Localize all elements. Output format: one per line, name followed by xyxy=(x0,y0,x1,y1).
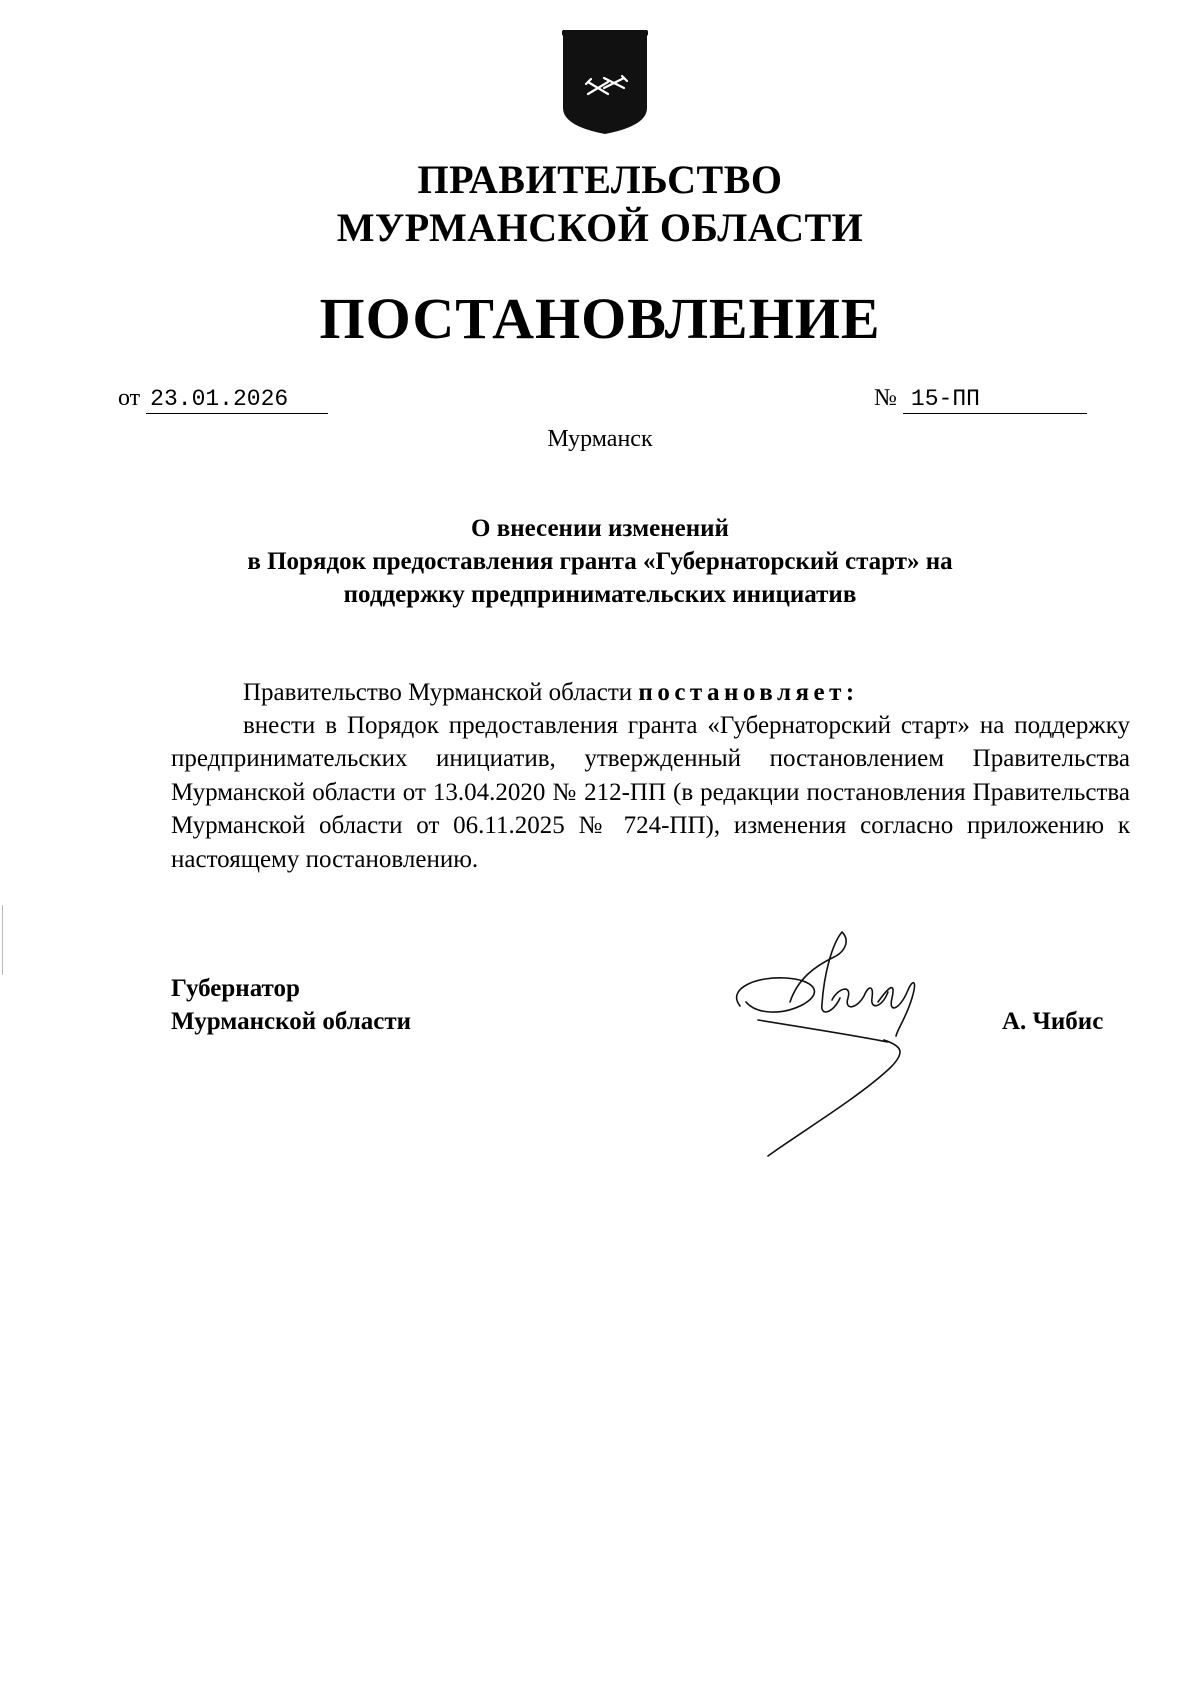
number-value: 15-ПП xyxy=(903,385,1087,414)
document-number xyxy=(874,384,1087,414)
signatory-role xyxy=(171,972,411,1038)
coat-of-arms-icon xyxy=(562,30,648,136)
document-title-line3: поддержку предпринимательских инициатив xyxy=(343,581,857,608)
issuer-name-line1: ПРАВИТЕЛЬСТВО xyxy=(417,157,783,202)
document-city: Мурманск xyxy=(547,426,653,452)
document-title-line1: О внесении изменений xyxy=(471,515,729,542)
preamble-text: Правительство Мурманской области xyxy=(243,679,633,706)
signatory-name: А. Чибис xyxy=(1002,1008,1104,1035)
preamble-emphasis: постановляет: xyxy=(638,679,859,706)
scan-margin-mark xyxy=(2,905,3,975)
document-title-line2: в Порядок предоставления гранта «Губернаторский старт» на xyxy=(247,548,953,575)
number-prefix: № xyxy=(874,385,897,411)
date-prefix: от xyxy=(118,385,141,411)
resolution-body: внести в Порядок предоставления гранта «Губернаторский старт» на поддержку предпринимательских инициатив, утвержденный постановлением Правительства Мурманской области от 13.04.2020 № 212-ПП (в редакции постановления Правительства Мурманской области от 06.11.2025 № 724-ПП), изменения согласно приложению к настоящему постановлению. xyxy=(171,712,1130,873)
signatory-role-line1: Губернатор xyxy=(171,975,300,1002)
document-type: ПОСТАНОВЛЕНИЕ xyxy=(319,286,881,351)
resolution-preamble xyxy=(171,676,1130,709)
handwritten-signature xyxy=(728,918,978,1158)
signatory-role-line2: Мурманской области xyxy=(171,1008,412,1035)
issuer-name-line2: МУРМАНСКОЙ ОБЛАСТИ xyxy=(336,205,864,250)
date-value: 23.01.2026 xyxy=(146,385,328,414)
document-date xyxy=(118,384,328,414)
